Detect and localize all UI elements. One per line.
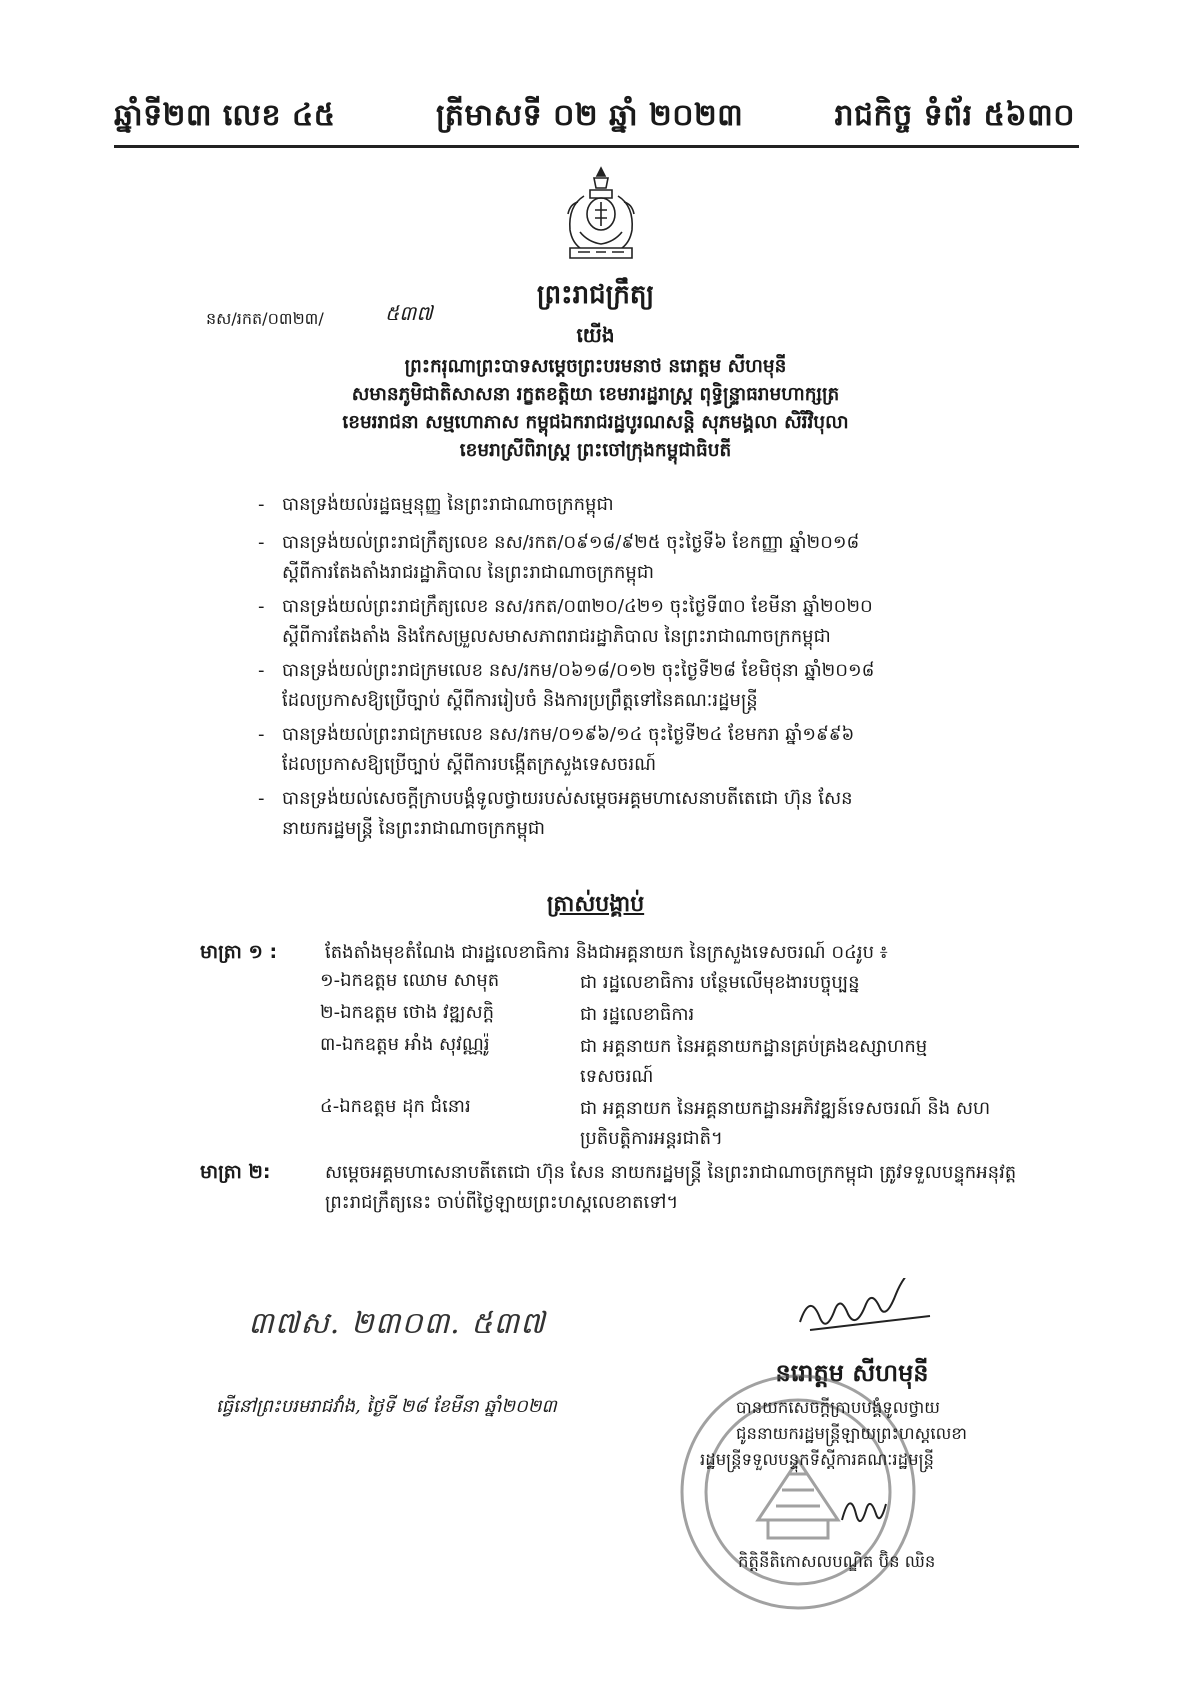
done-at-palace: ធ្វើនៅព្រះបរមរាជវាំង, ថ្ងៃទី ២៨ ខែមីនា ឆ្នាំ២០២៣	[216, 1396, 557, 1417]
article-2-text: សម្តេចអគ្គមហាសេនាបតីតេជោ ហ៊ុន សែន នាយករដ្ឋមន្ត្រី នៃព្រះរាជាណាចក្រកម្ពុជា ត្រូវទទួលបន្ទុកអនុវត្តព្រះរាជក្រឹត្យនេះ ចាប់ពីថ្ងៃឡាយព្រះហស្តលេខាតទៅ។	[325, 1162, 1017, 1213]
appointee-name: ៣-ឯកឧត្តម អាំង សុវណ្ណរ៉ូ	[320, 1034, 490, 1055]
header-year-issue: ឆ្នាំទី២៣ លេខ ៤៥	[114, 98, 336, 133]
appointee-name: ១-ឯកឧត្តម ឈោម សាមុត	[320, 970, 500, 991]
header-divider	[114, 145, 1079, 148]
king-name: នរោត្តម សីហមុនី	[775, 1359, 929, 1387]
countersign-line: រដ្ឋមន្ត្រីទទួលបន្ទុកទីស្តីការគណៈរដ្ឋមន្ត្រី	[700, 1450, 935, 1469]
article-1-label: មាត្រា ១ :	[200, 941, 278, 963]
minister-name: កិត្តិនីតិកោសលបណ្ឌិត ប៊ិន ឈិន	[738, 1552, 936, 1571]
appointee-name: ២-ឯកឧត្តម ថោង វឌ្ឍសក្តិ	[320, 1002, 495, 1023]
consideration-item: - បានទ្រង់យល់ព្រះរាជក្រឹត្យលេខ នស/រកត/០៣២០/៤២១ ចុះថ្ងៃទី៣០ ខែមីនា ឆ្នាំ២០២០ ស្តីពីការតែងតាំង និងកែសម្រួលសមាសភាពរាជរដ្ឋាភិបាល នៃព្រះរាជាណាចក្រកម្ពុជា	[258, 596, 873, 647]
consideration-item: - បានទ្រង់យល់រដ្ឋធម្មនុញ្ញ នៃព្រះរាជាណាចក្រកម្ពុជា	[258, 494, 614, 515]
king-title-line: សមានភូមិជាតិសាសនា រក្ខតខត្តិយា ខេមរារដ្ឋរាស្ត្រ ពុទ្ធិន្រ្ទាធរាមហាក្សត្រ	[351, 384, 840, 405]
consideration-item: - បានទ្រង់យល់ព្រះរាជក្រមលេខ នស/រកម/០១៩៦/១៤ ចុះថ្ងៃទី២៤ ខែមករា ឆ្នាំ១៩៩៦ ដែលប្រកាសឱ្យប្រើច្បាប់ ស្តីពីការបង្កើតក្រសួងទេសចរណ៍	[258, 724, 855, 775]
appointee-role: ជា អគ្គនាយក នៃអគ្គនាយកដ្ឋានគ្រប់គ្រងឧស្សាហកម្ម ទេសចរណ៍	[580, 1036, 928, 1087]
consideration-item: - បានទ្រង់យល់ព្រះរាជក្រឹត្យលេខ នស/រកត/០៩១៨/៩២៥ ចុះថ្ងៃទី៦ ខែកញ្ញា ឆ្នាំ២០១៨ ស្តីពីការតែងតាំងរាជរដ្ឋាភិបាល នៃព្រះរាជាណាចក្រកម្ពុជា	[258, 532, 860, 583]
king-title-line: ខេមរាស្រីពិរាស្ត្រ ព្រះចៅក្រុងកម្ពុជាធិបតី	[459, 440, 732, 461]
order-title: ត្រាស់បង្គាប់	[546, 892, 645, 917]
appointee-role: ជា អគ្គនាយក នៃអគ្គនាយកដ្ឋានអភិវឌ្ឍន៍ទេសចរណ៍ និង សហប្រតិបត្តិការអន្តរជាតិ។	[580, 1098, 991, 1149]
countersign-line: ជូននាយករដ្ឋមន្ត្រីឡាយព្រះហស្តលេខា	[736, 1424, 967, 1443]
decree-title: ព្រះរាជក្រឹត្យ	[536, 280, 655, 310]
decree-number-handwritten: ៥៣៧	[385, 301, 433, 325]
minister-signature-icon	[830, 1480, 900, 1540]
header-page-number: រាជកិច្ច ទំព័រ ៥៦៣០	[834, 98, 1075, 133]
article-1-text: តែងតាំងមុខតំណែង ជារដ្ឋលេខាធិការ និងជាអគ្គនាយក នៃក្រសួងទេសចរណ៍ ០៤រូប ៖	[325, 942, 888, 963]
appointee-role: ជា រដ្ឋលេខាធិការ បន្ថែមលើមុខងារបច្ចុប្បន្ន	[580, 972, 860, 993]
king-title-line: ខេមររាជនា សម្មហោភាស កម្ពុជឯករាជរដ្ឋបូរណសន្តិ សុភមង្គលា សិរីវិបុលា	[342, 412, 849, 433]
appointee-name: ៤-ឯកឧត្តម ដុក ជំនោរ	[320, 1096, 471, 1117]
royal-emblem-icon	[548, 162, 654, 268]
consideration-item: - បានទ្រង់យល់សេចក្តីក្រាបបង្គំទូលថ្វាយរបស់សម្តេចអគ្គមហាសេនាបតីតេជោ ហ៊ុន សែន នាយករដ្ឋមន្ត្រី នៃព្រះរាជាណាចក្រកម្ពុជា	[258, 788, 853, 839]
article-2-label: មាត្រា ២:	[200, 1161, 271, 1183]
decree-number: នស/រកត/០៣២៣/	[206, 309, 324, 328]
handwritten-date: ៣៧ស. ២៣០៣. ៥៣៧	[248, 1306, 546, 1341]
countersign-line: បានយកសេចក្តីក្រាបបង្គំទូលថ្វាយ	[736, 1398, 940, 1417]
king-title-line: ព្រះករុណាព្រះបាទសម្តេចព្រះបរមនាថ នរោត្តម សីហមុនី	[404, 356, 787, 377]
decree-we: យើង	[576, 323, 615, 347]
header-quarter: ត្រីមាសទី ០២ ឆ្នាំ ២០២៣	[436, 98, 744, 133]
king-signature-icon	[790, 1278, 950, 1338]
appointee-role: ជា រដ្ឋលេខាធិការ	[580, 1004, 695, 1025]
consideration-item: - បានទ្រង់យល់ព្រះរាជក្រមលេខ នស/រកម/០៦១៨/០១២ ចុះថ្ងៃទី២៨ ខែមិថុនា ឆ្នាំ២០១៨ ដែលប្រកាសឱ្យប្រើច្បាប់ ស្តីពីការរៀបចំ និងការប្រព្រឹត្តទៅនៃគណៈរដ្ឋមន្ត្រី	[258, 660, 875, 711]
